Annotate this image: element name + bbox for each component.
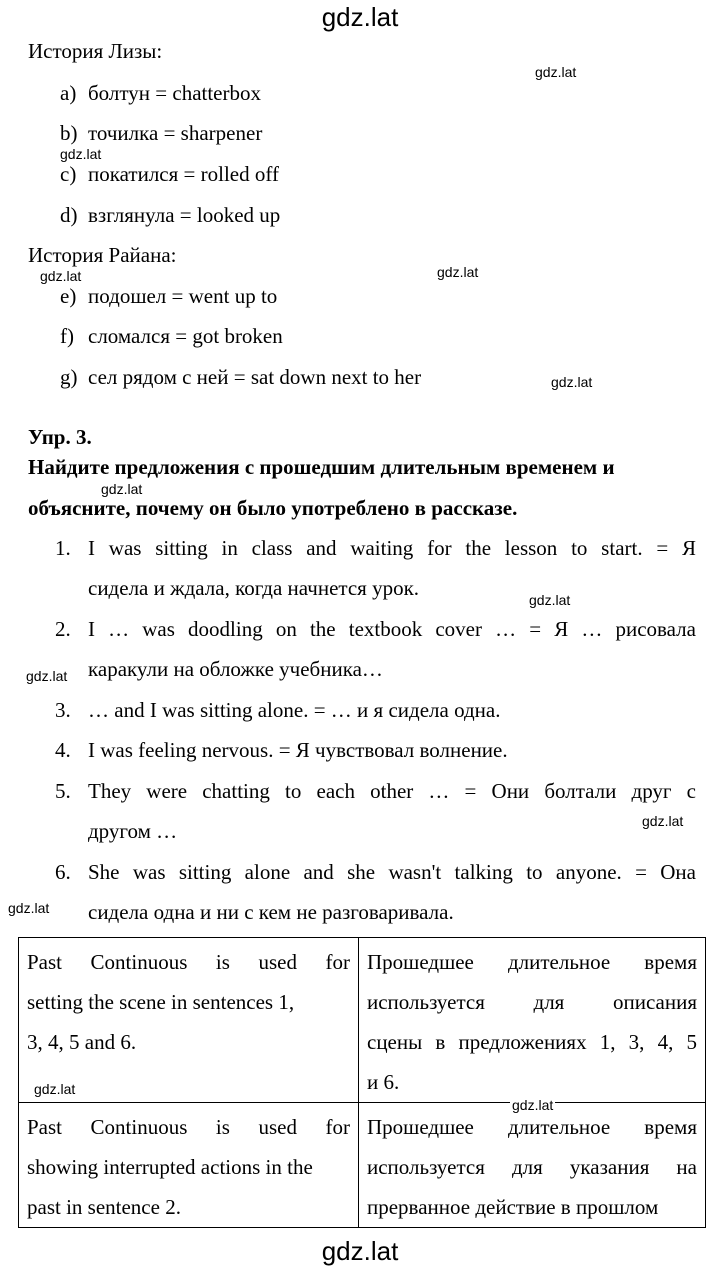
cell-line: используется для указания на bbox=[367, 1155, 697, 1179]
item-label: c) bbox=[60, 162, 77, 186]
exercise-task-line1: Найдите предложения с прошедшим длительным временем и bbox=[28, 455, 615, 479]
sentence-number: 6. bbox=[55, 860, 71, 884]
item-text: подошел = went up to bbox=[88, 284, 278, 308]
cell-line: Прошедшее длительное время bbox=[367, 950, 697, 974]
table-row bbox=[19, 1103, 706, 1228]
sentence-line: They were chatting to each other … = Они болтали друг с bbox=[88, 779, 696, 803]
site-footer: gdz.lat bbox=[321, 1236, 399, 1266]
item-label: f) bbox=[60, 324, 74, 348]
item-text: сломался = got broken bbox=[88, 324, 283, 348]
item-label: e) bbox=[60, 284, 77, 308]
watermark: gdz.lat bbox=[535, 64, 577, 80]
sentence-line: сидела одна и ни с кем не разговаривала. bbox=[88, 900, 454, 924]
item-label: g) bbox=[60, 365, 78, 389]
sentence-line: сидела и ждала, когда начнется урок. bbox=[88, 576, 420, 600]
sentence-line: I was sitting in class and waiting for the lesson to start. = Я bbox=[88, 536, 696, 560]
exercise-title: Упр. 3. bbox=[28, 425, 92, 449]
cell-line: используется для описания bbox=[367, 990, 697, 1014]
sentence-line: I was feeling nervous. = Я чувствовал волнение. bbox=[88, 738, 508, 762]
list-item bbox=[0, 162, 720, 190]
list-item bbox=[0, 81, 720, 109]
site-header: gdz.lat bbox=[321, 2, 399, 32]
cell-line: и 6. bbox=[367, 1070, 400, 1094]
sentence-number: 4. bbox=[55, 738, 71, 762]
table-cell-ru bbox=[359, 938, 706, 1103]
item-text: покатился = rolled off bbox=[88, 162, 279, 186]
item-text: взглянула = looked up bbox=[88, 203, 281, 227]
watermark: gdz.lat bbox=[551, 374, 593, 390]
watermark: gdz.lat bbox=[101, 481, 143, 497]
ryan-heading: История Райана: bbox=[28, 243, 177, 267]
watermark: gdz.lat bbox=[26, 668, 68, 684]
cell-line: 3, 4, 5 and 6. bbox=[27, 1030, 137, 1054]
sentence-line: другом … bbox=[88, 819, 178, 843]
watermark: gdz.lat bbox=[60, 146, 102, 162]
list-item bbox=[0, 365, 720, 393]
table-row bbox=[19, 938, 706, 1103]
cell-line: прерванное действие в прошлом bbox=[367, 1195, 659, 1219]
cell-line: setting the scene in sentences 1, bbox=[27, 990, 295, 1014]
watermark: gdz.lat bbox=[34, 1081, 76, 1097]
table-cell-ru bbox=[359, 1103, 706, 1228]
item-label: a) bbox=[60, 81, 77, 105]
list-item bbox=[0, 121, 720, 149]
cell-line: Прошедшее длительное время bbox=[367, 1115, 697, 1139]
item-label: d) bbox=[60, 203, 78, 227]
watermark: gdz.lat bbox=[529, 592, 571, 608]
sentence-number: 1. bbox=[55, 536, 71, 560]
sentence-number: 3. bbox=[55, 698, 71, 722]
item-text: болтун = chatterbox bbox=[88, 81, 261, 105]
list-item bbox=[0, 203, 720, 231]
list-item bbox=[0, 284, 720, 312]
watermark: gdz.lat bbox=[437, 264, 479, 280]
cell-line: Past Continuous is used for bbox=[27, 1115, 350, 1139]
sentence-line: I … was doodling on the textbook cover … = Я … рисовала bbox=[88, 617, 696, 641]
sentence-line: … and I was sitting alone. = … и я сидела одна. bbox=[88, 698, 501, 722]
sentence-line: каракули на обложке учебника… bbox=[88, 657, 383, 681]
sentence-line: She was sitting alone and she wasn't talking to anyone. = Она bbox=[88, 860, 696, 884]
table-cell-en bbox=[19, 938, 359, 1103]
table-cell-en bbox=[19, 1103, 359, 1228]
sentence-number: 5. bbox=[55, 779, 71, 803]
watermark: gdz.lat bbox=[40, 268, 82, 284]
list-item bbox=[0, 324, 720, 352]
watermark: gdz.lat bbox=[512, 1097, 554, 1113]
item-text: точилка = sharpener bbox=[88, 121, 263, 145]
cell-line: past in sentence 2. bbox=[27, 1195, 181, 1219]
liza-heading: История Лизы: bbox=[28, 39, 163, 63]
cell-line: showing interrupted actions in the bbox=[27, 1155, 313, 1179]
watermark: gdz.lat bbox=[8, 900, 50, 916]
exercise-task-line2: объясните, почему он было употреблено в рассказе. bbox=[28, 496, 518, 520]
comparison-table bbox=[18, 937, 706, 1228]
item-text: сел рядом с ней = sat down next to her bbox=[88, 365, 422, 389]
watermark: gdz.lat bbox=[642, 813, 684, 829]
item-label: b) bbox=[60, 121, 78, 145]
cell-line: Past Continuous is used for bbox=[27, 950, 350, 974]
cell-line: сцены в предложениях 1, 3, 4, 5 bbox=[367, 1030, 697, 1054]
sentence-number: 2. bbox=[55, 617, 71, 641]
